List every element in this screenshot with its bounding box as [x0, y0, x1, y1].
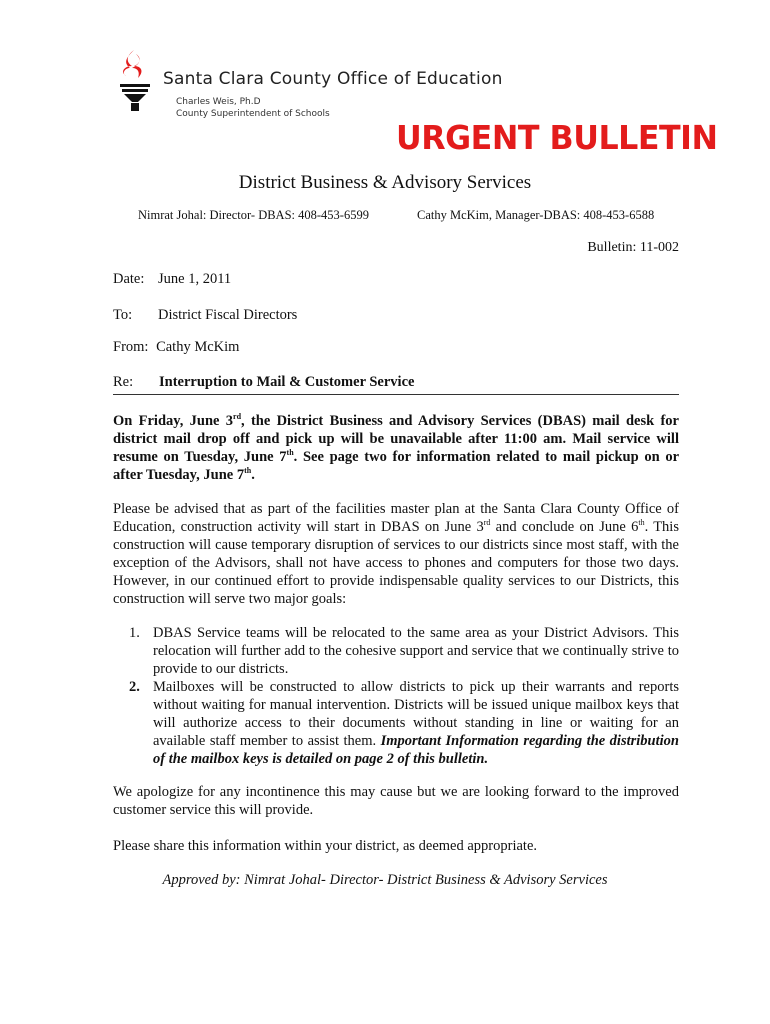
list-item-text: DBAS Service teams will be relocated to the same area as your District Advisors. This relocation will further add to the cohesive support and service that we continually strive to provide to our districts.: [153, 625, 679, 677]
lead-text-2: , the District Business and Advisory Services (DBAS) mail desk for district mail drop off and pick up will be unavailable after 11:00 am. Mail service will resume on Tuesday, June 7: [113, 413, 679, 465]
body-paragraph: [113, 500, 679, 608]
from-value: Cathy McKim: [156, 339, 240, 355]
approved-by: Approved by: Nimrat Johal- Director- District Business & Advisory Services: [162, 872, 608, 888]
to-label: To:: [113, 307, 133, 323]
superintendent-block: [176, 96, 330, 120]
urgent-bulletin-title: URGENT BULLETIN: [396, 118, 718, 157]
list-item: [113, 624, 679, 678]
share-paragraph: Please share this information within your district, as deemed appropriate.: [113, 838, 538, 854]
header-divider: [113, 394, 679, 395]
body-text-1: Please be advised that as part of the facilities master plan at the Santa Clara County Office of Education, construction activity will start in DBAS on June 3: [113, 501, 679, 535]
apology-paragraph: We apologize for any incontinence this may cause but we are looking forward to the improved customer service this will provide.: [113, 784, 679, 818]
bulletin-number: Bulletin: 11-002: [587, 240, 679, 255]
to-value: District Fiscal Directors: [158, 307, 298, 323]
goals-list: [113, 624, 679, 768]
list-number: 1.: [129, 625, 140, 641]
date-label: Date:: [113, 271, 145, 287]
lead-text-4: .: [251, 467, 255, 483]
lead-sup-3: th: [244, 466, 252, 476]
org-name: Santa Clara County Office of Education: [163, 69, 503, 89]
body-sup-1: rd: [483, 518, 491, 528]
body-text-3: . This construction will cause temporary disruption of services to our districts since most staff, with the exception of the Advisors, shall not have access to phones and computers for those two days. However, in our continued effort to provide indispensable quality services to our Districts, this construction will serve two major goals:: [113, 519, 679, 607]
superintendent-name: Charles Weis, Ph.D: [176, 97, 261, 107]
lead-sup-2: th: [286, 448, 294, 458]
superintendent-title: County Superintendent of Schools: [176, 109, 330, 119]
from-label: From:: [113, 339, 149, 355]
lead-sup-1: rd: [233, 412, 242, 422]
body-sup-2: th: [638, 518, 645, 528]
lead-paragraph: [113, 412, 679, 484]
memo-re-row: [113, 374, 415, 391]
body-text-2: and conclude on June 6: [490, 519, 639, 535]
scoe-torch-logo: [112, 48, 158, 112]
lead-text-3: . See page two for information related to mail pickup on or after Tuesday, June 7: [113, 449, 680, 483]
lead-text-1: On Friday, June 3: [113, 413, 234, 429]
list-item: [113, 678, 679, 768]
date-value: June 1, 2011: [158, 271, 232, 287]
memo-to-row: [113, 307, 298, 324]
director-contact: Nimrat Johal: Director- DBAS: 408-453-6599: [138, 208, 369, 222]
list-number: 2.: [129, 679, 140, 695]
memo-date-row: [113, 271, 232, 288]
manager-contact: Cathy McKim, Manager-DBAS: 408-453-6588: [417, 208, 655, 222]
list-item-text: Mailboxes will be constructed to allow districts to pick up their warrants and reports without waiting for manual intervention. Districts will be issued unique mailbox keys that will authorize access to their documents without standing in line or waiting for an available staff member to assist them.: [153, 679, 679, 749]
department-name: District Business & Advisory Services: [238, 172, 532, 193]
re-label: Re:: [113, 374, 134, 390]
list-item-emphasis: Important Information regarding the distribution of the mailbox keys is detailed on page 2 of this bulletin.: [153, 733, 679, 767]
memo-from-row: [113, 339, 239, 356]
re-value: Interruption to Mail & Customer Service: [159, 374, 415, 390]
